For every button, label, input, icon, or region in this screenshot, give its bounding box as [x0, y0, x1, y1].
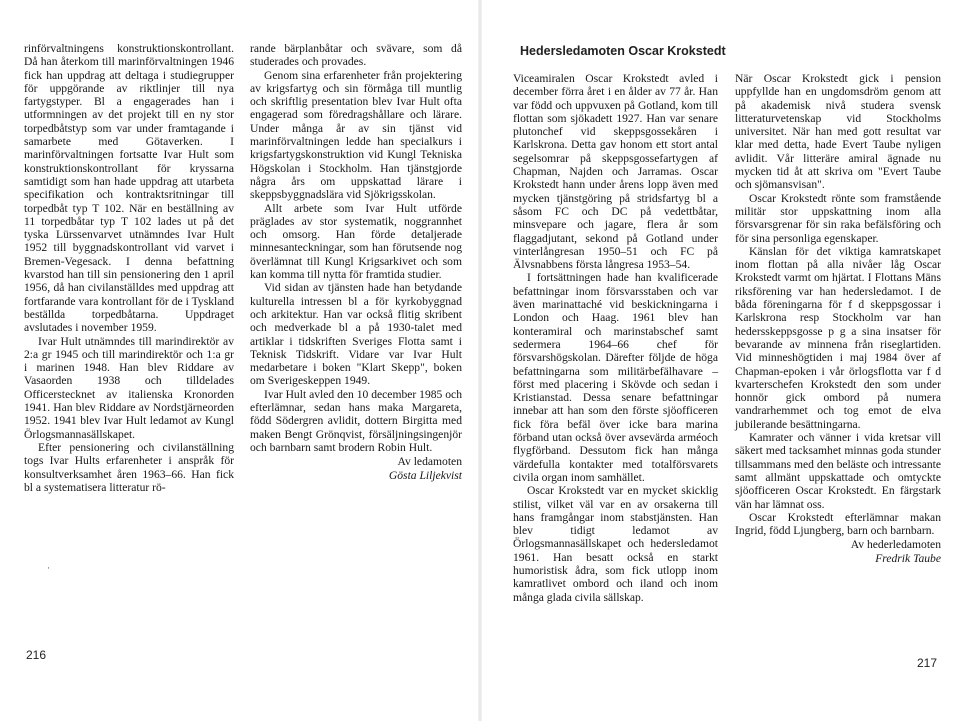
paragraph: Genom sina erfarenheter från projektering av krigsfartyg och sin förmåga till muntlig och skriftlig presentation blev Ivar Hult ofta engagerad som föredragshållare och lärare. Under många år av sin tjänst vid marinförvaltningen ledde han specialkurs i krigsfartygskonstruktion vid Kungl Tekniska Högskolan i Stockholm. Han tjänstgjorde några års om uppskattad lärare i skeppsbyggnadslära vid Sjökrigsskolan.: [250, 68, 462, 202]
print-speck: ·: [47, 563, 50, 573]
page-gutter: [478, 0, 482, 721]
paragraph: Vid sidan av tjänsten hade han betydande kulturella intressen bl a för kyrkobyggnad och arkitektur. Han var också flitig skribent och medverkade bl a på 1930-talet med artiklar i tidskriften Sveriges Flotta samt i Teknisk Tidskrift. Vidare var Ivar Hult medarbetare i boken "Klart Skepp", boken om Sverigeskeppen 1949.: [250, 281, 462, 388]
paragraph: Oscar Krokstedt efterlämnar makan Ingrid, född Ljungberg, barn och barnbarn.: [735, 510, 941, 538]
paragraph: Oscar Krokstedt rönte som framstående militär stor uppskattning inom alla försvarsgrenar för sin raka befälsföring och för sina personliga egenskaper.: [735, 191, 941, 245]
right-page-column-1: [513, 72, 718, 604]
signoff-label: Av hederledamoten: [850, 538, 941, 552]
signoff-label: Av ledamoten: [397, 455, 462, 469]
left-page-column-2: [250, 42, 462, 482]
paragraph: Oscar Krokstedt var en mycket skicklig stilist, vilket väl var en av orsakerna till hans framgångar inom stabstjänsten. Han blev tidigt ledamot av Örlogsmannasällskapet och hedersledamot 1961. Han besatt också en starkt humoristisk ådra, som fick utlopp inom kamratlivet ombord och iland och inom många glada civila sällskap.: [513, 484, 718, 604]
paragraph: Efter pensionering och civilanställning togs Ivar Hults erfarenheter i anspråk för konsultverksamhet åren 1963–66. Han fick bl a systematisera litteratur rö-: [24, 440, 234, 494]
paragraph: rinförvaltningens konstruktionskontrollant. Då han återkom till marinförvaltningen 1946 fick han uppdrag att deltaga i studiegrupper för uppgörande av riktlinjer till nya fartygstyper. Bl a engagerades han i utformningen av det projekt till en ny stor torpedbåtstyp som var under framtagande i samarbete med Götaverken. I marinförvaltningen fortsatte Ivar Hult som konstruktionskontrollant för kryssarna samtidigt som han hade uppdrag att utarbeta specifikation och kontraktsritningar till torpedbåt typ T 102. När en beställning av 11 torpedbåtar typ T 102 lades ut på det tyska Lürssenvarvet utnämndes Ivar Hult 1952 till byggnadskontrollant vid varvet i Bremen-Vegesack. I denna befattning kvarstod han till sin pensionering den 1 april 1956, då han civilanställdes med uppdrag att fortfarande vara kontrollant för de i Tyskland beställda torpedbåtarna. Uppdraget avslutades i november 1959.: [24, 42, 234, 335]
signoff-author: Gösta Liljekvist: [388, 468, 462, 482]
left-signoff: [250, 455, 462, 482]
paragraph: I fortsättningen hade han kvalificerade befattningar inom försvarsstaben och var även marinattaché vid beskickningarna i London och Haag. 1961 blev han konteramiral och marinstabschef samt sedermera 1964–66 chef för försvarshögskolan. Därefter följde de höga befattningarna som militärbefälhavare – först med placering i Skövde och sedan i Kristianstad. Dessa senare befattningar innebar att han som den förste sjöofficeren fick föra befäl över icke bara marina förband utan också över avsevärda arméoch flygförband. Dessutom fick han många värdefulla kontakter med totalförsvarets civila organ inom samhället.: [513, 271, 718, 484]
page-number-left: 216: [26, 648, 47, 662]
paragraph: Ivar Hult utnämndes till marindirektör av 2:a gr 1945 och till marindirektör och 1:a gr i marinen 1948. Han blev Riddare av Vasaorden 1938 och tilldelades Officerstecknet av italienska Kronorden 1941. Han blev Riddare av Nordstjärneorden 1952. 1941 blev Ivar Hult ledamot av Kungl Örlogsmannasällskapet.: [24, 334, 234, 441]
paragraph: När Oscar Krokstedt gick i pension uppfyllde han en ungdomsdröm genom att på akademisk nivå studera svensk litteraturvetenskap vid Stockholms universitet. När han med gott resultat var klar med detta, hade Evert Taube nyligen avlidit. Vår litteräre amiral ägnade nu mycken tid åt att skriva om "Evert Taube och sjömansvisan".: [735, 72, 941, 192]
signoff-author: Fredrik Taube: [875, 551, 941, 565]
paragraph: Viceamiralen Oscar Krokstedt avled i december förra året i en ålder av 77 år. Han var född och uppvuxen på Gotland, kom till flottan som sjökadett 1927. Han var senare plutonchef vid skeppsgossekåren i Karlskrona. Detta gav honom ett stort antal segelsomrar på skeppsgossefartygen af Chapman, Najden och Jarramas. Oscar Krokstedt hann under årens lopp även med mycken tjänstgöring på stridsfartyg bl a såsom FC och DC på vedettbåtar, minsvepare och jagare, flera år som flaggadjutant, sekond på Gotland under vinterlångresan 1950–51 och FC på Älvsnabbens första långresa 1953–54.: [513, 72, 718, 272]
right-signoff: [735, 538, 941, 565]
right-page-column-2: [735, 72, 941, 565]
paragraph: Kamrater och vänner i vida kretsar vill säkert med tacksamhet minnas goda stunder tillsammans med den beläste och intressante samt allmänt uppskattade och omtyckte sjöofficeren Oscar Krokstedt. En färgstark vän har lämnat oss.: [735, 431, 941, 511]
paragraph: Allt arbete som Ivar Hult utförde präglades av stor systematik, noggrannhet och omsorg. Han förde detaljerade minnesanteckningar, som han förutsende nog överlämnat till Kungl Krigsarkivet och som kan komma till nytta för framtida studier.: [250, 201, 462, 282]
left-page-column-1: [24, 42, 234, 494]
page-number-right: 217: [917, 656, 938, 670]
paragraph: Känslan för det viktiga kamratskapet inom flottan på alla nivåer låg Oscar Krokstedt varmt om hjärtat. I Flottans Mäns riksförening var han hedersledamot. I de båda föreningarna för f d skeppsgossar i Karlskrona resp Stockholm var han hedersskeppsgosse p g a sina insatser för bevarande av minnena från riseglartiden. Vid minneshögtiden i maj 1984 över af Chapman-epoken i vår örlogsflotta var f d kvarterschefen Krokstedt den som under honnör gick ombord på numera vandrarhemmet och tog emot de elva jubilerande besättningarna.: [735, 244, 941, 431]
paragraph: rande bärplanbåtar och svävare, som då studerades och provades.: [250, 42, 462, 69]
article-heading: Hedersledamoten Oscar Krokstedt: [520, 44, 726, 58]
paragraph: Ivar Hult avled den 10 december 1985 och efterlämnar, sedan hans maka Margareta, född Södergren avlidit, dottern Birgitta med maken Bengt Grönqvist, försäljningsingenjör och barnbarn samt brodern Robin Hult.: [250, 387, 462, 454]
